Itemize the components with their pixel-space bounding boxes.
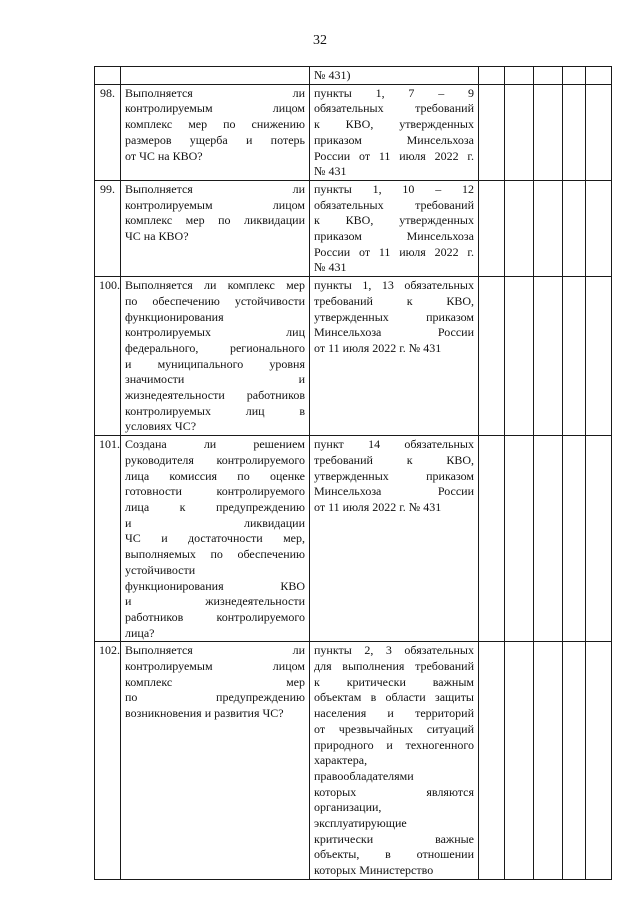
answer-cell bbox=[505, 642, 534, 880]
reference-line: Минсельхоза России bbox=[314, 484, 474, 499]
reference-line: обязательных требований bbox=[314, 197, 474, 212]
answer-cell bbox=[563, 84, 586, 180]
reference-line: обязательных требований bbox=[314, 101, 474, 116]
reference-line: приказом Минсельхоза bbox=[314, 132, 474, 147]
question-line: функционирования bbox=[125, 309, 224, 324]
answer-cell bbox=[505, 277, 534, 436]
question-line: лица комиссия по оценке bbox=[125, 468, 305, 483]
reference-line: к КВО, утвержденных bbox=[314, 213, 474, 228]
answer-cell bbox=[505, 84, 534, 180]
question-cell bbox=[121, 180, 310, 276]
table-row bbox=[95, 180, 612, 276]
reference-cell bbox=[310, 67, 479, 85]
reference-line: пункт 14 обязательных bbox=[314, 437, 474, 452]
question-line: федерального, регионального bbox=[125, 340, 305, 355]
row-number-cell: 99. bbox=[95, 180, 121, 276]
question-line: Выполняется ли bbox=[125, 85, 305, 100]
reference-line: пункты 1, 7 – 9 bbox=[314, 85, 474, 100]
reference-line: к критически важным bbox=[314, 674, 474, 689]
question-line: работников контролируемого bbox=[125, 609, 305, 624]
reference-line: России от 11 июля 2022 г. bbox=[314, 244, 474, 259]
answer-cell bbox=[563, 436, 586, 642]
question-line: возникновения и развития ЧС? bbox=[125, 706, 284, 721]
reference-line: требований к КВО, bbox=[314, 452, 474, 467]
reference-line: № 431) bbox=[314, 68, 351, 82]
table-row bbox=[95, 642, 612, 880]
question-line: и муниципального уровня bbox=[125, 356, 305, 371]
answer-cell bbox=[534, 67, 563, 85]
reference-line: от 11 июля 2022 г. № 431 bbox=[314, 340, 442, 355]
row-number-cell: 98. bbox=[95, 84, 121, 180]
reference-cell bbox=[310, 84, 479, 180]
answer-cell bbox=[586, 642, 612, 880]
reference-line: утвержденных приказом bbox=[314, 468, 474, 483]
reference-line: к КВО, утвержденных bbox=[314, 117, 474, 132]
question-line: комплекс мер по снижению bbox=[125, 117, 305, 132]
reference-line: характера, bbox=[314, 753, 368, 768]
question-line: функционирования КВО bbox=[125, 578, 305, 593]
checklist-table bbox=[94, 66, 612, 880]
row-number-cell: 100. bbox=[95, 277, 121, 436]
reference-line: природного и техногенного bbox=[314, 737, 474, 752]
reference-line: № 431 bbox=[314, 164, 347, 179]
answer-cell bbox=[534, 277, 563, 436]
question-line: устойчивости bbox=[125, 562, 196, 577]
reference-line: приказом Минсельхоза bbox=[314, 229, 474, 244]
question-line: Создана ли решением bbox=[125, 437, 305, 452]
reference-line: требований к КВО, bbox=[314, 293, 474, 308]
question-line: по предупреждению bbox=[125, 690, 305, 705]
question-line: Выполняется ли bbox=[125, 181, 305, 196]
reference-line: утвержденных приказом bbox=[314, 309, 474, 324]
question-line: комплекс мер bbox=[125, 674, 305, 689]
reference-cell bbox=[310, 180, 479, 276]
row-number-cell: 102. bbox=[95, 642, 121, 880]
reference-line: объектам в области защиты bbox=[314, 690, 474, 705]
reference-line: критически важные bbox=[314, 831, 474, 846]
question-cell bbox=[121, 436, 310, 642]
question-line: контролируемых лиц в bbox=[125, 403, 305, 418]
question-line: и жизнедеятельности bbox=[125, 594, 305, 609]
answer-cell bbox=[505, 67, 534, 85]
row-number-cell: 101. bbox=[95, 436, 121, 642]
reference-cell bbox=[310, 277, 479, 436]
question-line: размеров ущерба и потерь bbox=[125, 132, 305, 147]
reference-line: которых являются bbox=[314, 784, 474, 799]
reference-line: России от 11 июля 2022 г. bbox=[314, 148, 474, 163]
reference-line: правообладателями bbox=[314, 768, 414, 783]
answer-cell bbox=[534, 180, 563, 276]
question-line: выполняемых по обеспечению bbox=[125, 547, 305, 562]
question-line: от ЧС на КВО? bbox=[125, 148, 203, 163]
answer-cell bbox=[563, 277, 586, 436]
question-line: контролируемым лицом bbox=[125, 659, 305, 674]
row-number-cell bbox=[95, 67, 121, 85]
reference-cell bbox=[310, 642, 479, 880]
reference-line: пункты 1, 10 – 12 bbox=[314, 181, 474, 196]
answer-cell bbox=[479, 277, 505, 436]
answer-cell bbox=[586, 67, 612, 85]
reference-line: эксплуатирующие bbox=[314, 816, 407, 831]
question-cell bbox=[121, 277, 310, 436]
reference-line: от 11 июля 2022 г. № 431 bbox=[314, 499, 442, 514]
answer-cell bbox=[563, 67, 586, 85]
reference-line: которых Министерство bbox=[314, 863, 434, 878]
reference-line: населения и территорий bbox=[314, 706, 474, 721]
reference-line: пункты 2, 3 обязательных bbox=[314, 643, 474, 658]
answer-cell bbox=[534, 642, 563, 880]
answer-cell bbox=[563, 180, 586, 276]
table-row-continuation bbox=[95, 67, 612, 85]
question-line: лица к предупреждению bbox=[125, 499, 305, 514]
question-cell bbox=[121, 642, 310, 880]
answer-cell bbox=[586, 180, 612, 276]
reference-line: организации, bbox=[314, 800, 382, 815]
reference-line: от чрезвычайных ситуаций bbox=[314, 721, 474, 736]
answer-cell bbox=[586, 277, 612, 436]
question-line: лица? bbox=[125, 625, 155, 640]
answer-cell bbox=[505, 436, 534, 642]
answer-cell bbox=[586, 84, 612, 180]
reference-line: для выполнения требований bbox=[314, 659, 474, 674]
answer-cell bbox=[534, 84, 563, 180]
answer-cell bbox=[563, 642, 586, 880]
question-line: готовности контролируемого bbox=[125, 484, 305, 499]
reference-line: Минсельхоза России bbox=[314, 325, 474, 340]
question-line: ЧС и достаточности мер, bbox=[125, 531, 305, 546]
question-line: контролируемым лицом bbox=[125, 197, 305, 212]
reference-line: № 431 bbox=[314, 260, 347, 275]
question-line: по обеспечению устойчивости bbox=[125, 293, 305, 308]
answer-cell bbox=[479, 67, 505, 85]
answer-cell bbox=[479, 84, 505, 180]
question-cell bbox=[121, 84, 310, 180]
question-line: ЧС на КВО? bbox=[125, 229, 189, 244]
table-row bbox=[95, 436, 612, 642]
answer-cell bbox=[505, 180, 534, 276]
answer-cell bbox=[586, 436, 612, 642]
answer-cell bbox=[534, 436, 563, 642]
reference-cell bbox=[310, 436, 479, 642]
question-line: руководителя контролируемого bbox=[125, 452, 305, 467]
reference-line: пункты 1, 13 обязательных bbox=[314, 278, 474, 293]
answer-cell bbox=[479, 436, 505, 642]
question-line: жизнедеятельности работников bbox=[125, 388, 305, 403]
page-number: 32 bbox=[313, 33, 327, 48]
answer-cell bbox=[479, 642, 505, 880]
answer-cell bbox=[479, 180, 505, 276]
reference-line: объекты, в отношении bbox=[314, 847, 474, 862]
table-row bbox=[95, 277, 612, 436]
question-line: комплекс мер по ликвидации bbox=[125, 213, 305, 228]
question-line: контролируемых лиц bbox=[125, 325, 305, 340]
question-line: условиях ЧС? bbox=[125, 419, 197, 434]
question-cell bbox=[121, 67, 310, 85]
question-line: значимости и bbox=[125, 372, 305, 387]
question-line: контролируемым лицом bbox=[125, 101, 305, 116]
question-line: Выполняется ли комплекс мер bbox=[125, 278, 305, 293]
question-line: и ликвидации bbox=[125, 515, 305, 530]
table-row bbox=[95, 84, 612, 180]
question-line: Выполняется ли bbox=[125, 643, 305, 658]
